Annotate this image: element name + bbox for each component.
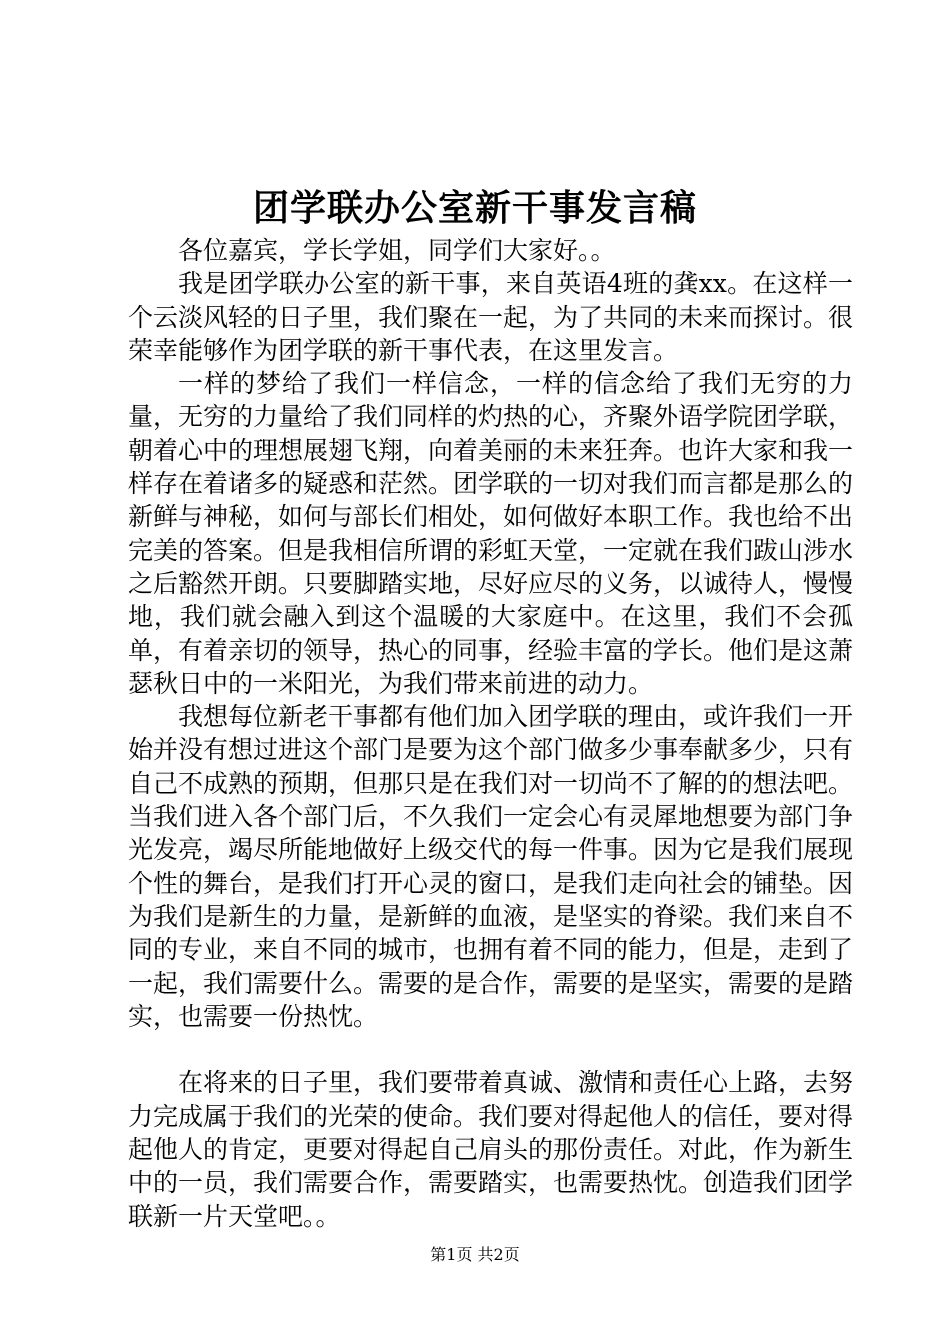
paragraph-shared-dream: 一样的梦给了我们一样信念，一样的信念给了我们无穷的力量，无穷的力量给了我们同样的灼热的心，齐聚外语学院团学联，朝着心中的理想展翅飞翔，向着美丽的未来狂奔。也许大家和我一样存在着诸多的疑惑和茫然。团学联的一切对我们而言都是那么的新鲜与神秘，如何与部长们相处，如何做好本职工作。我也给不出完美的答案。但是我相信所谓的彩虹天堂，一定就在我们跋山涉水之后豁然开朗。只要脚踏实地，尽好应尽的义务，以诚待人，慢慢地，我们就会融入到这个温暖的大家庭中。在这里，我们不会孤单，有着亲切的领导，热心的同事，经验丰富的学长。他们是这萧瑟秋日中的一米阳光，为我们带来前进的动力。 xyxy=(128,369,854,698)
paragraph-introduction: 我是团学联办公室的新干事，来自英语4班的龚xx。在这样一个云淡风轻的日子里，我们聚在一起，为了共同的未来而探讨。很荣幸能够作为团学联的新干事代表，在这里发言。 xyxy=(128,269,854,365)
page-footer: 第1页 共2页 xyxy=(430,1245,520,1264)
paragraph-spacer xyxy=(128,1033,853,1066)
paragraph-greeting: 各位嘉宾，学长学姐，同学们大家好。。 xyxy=(178,236,616,265)
paragraph-closing: 在将来的日子里，我们要带着真诚、激情和责任心上路，去努力完成属于我们的光荣的使命。我们要对得起他人的信任，要对得起他人的肯定，更要对得起自己肩头的那份责任。对此，作为新生中的一员，我们需要合作，需要踏实，也需要热忱。创造我们团学联新一片天堂吧。。 xyxy=(128,1068,854,1231)
document-title: 团学联办公室新干事发言稿 xyxy=(252,187,697,229)
document-body xyxy=(128,234,853,1233)
paragraph-reasons: 我想每位新老干事都有他们加入团学联的理由，或许我们一开始并没有想过进这个部门是要为这个部门做多少事奉献多少，只有自己不成熟的预期，但那只是在我们对一切尚不了解的的想法吧。当我们进入各个部门后，不久我们一定会心有灵犀地想要为部门争光发亮，竭尽所能地做好上级交代的每一件事。因为它是我们展现个性的舞台，是我们打开心灵的窗口，是我们走向社会的铺垫。因为我们是新生的力量，是新鲜的血液，是坚实的脊梁。我们来自不同的专业，来自不同的城市，也拥有着不同的能力，但是，走到了一起，我们需要什么。需要的是合作，需要的是坚实，需要的是踏实，也需要一份热忱。 xyxy=(128,702,854,1031)
